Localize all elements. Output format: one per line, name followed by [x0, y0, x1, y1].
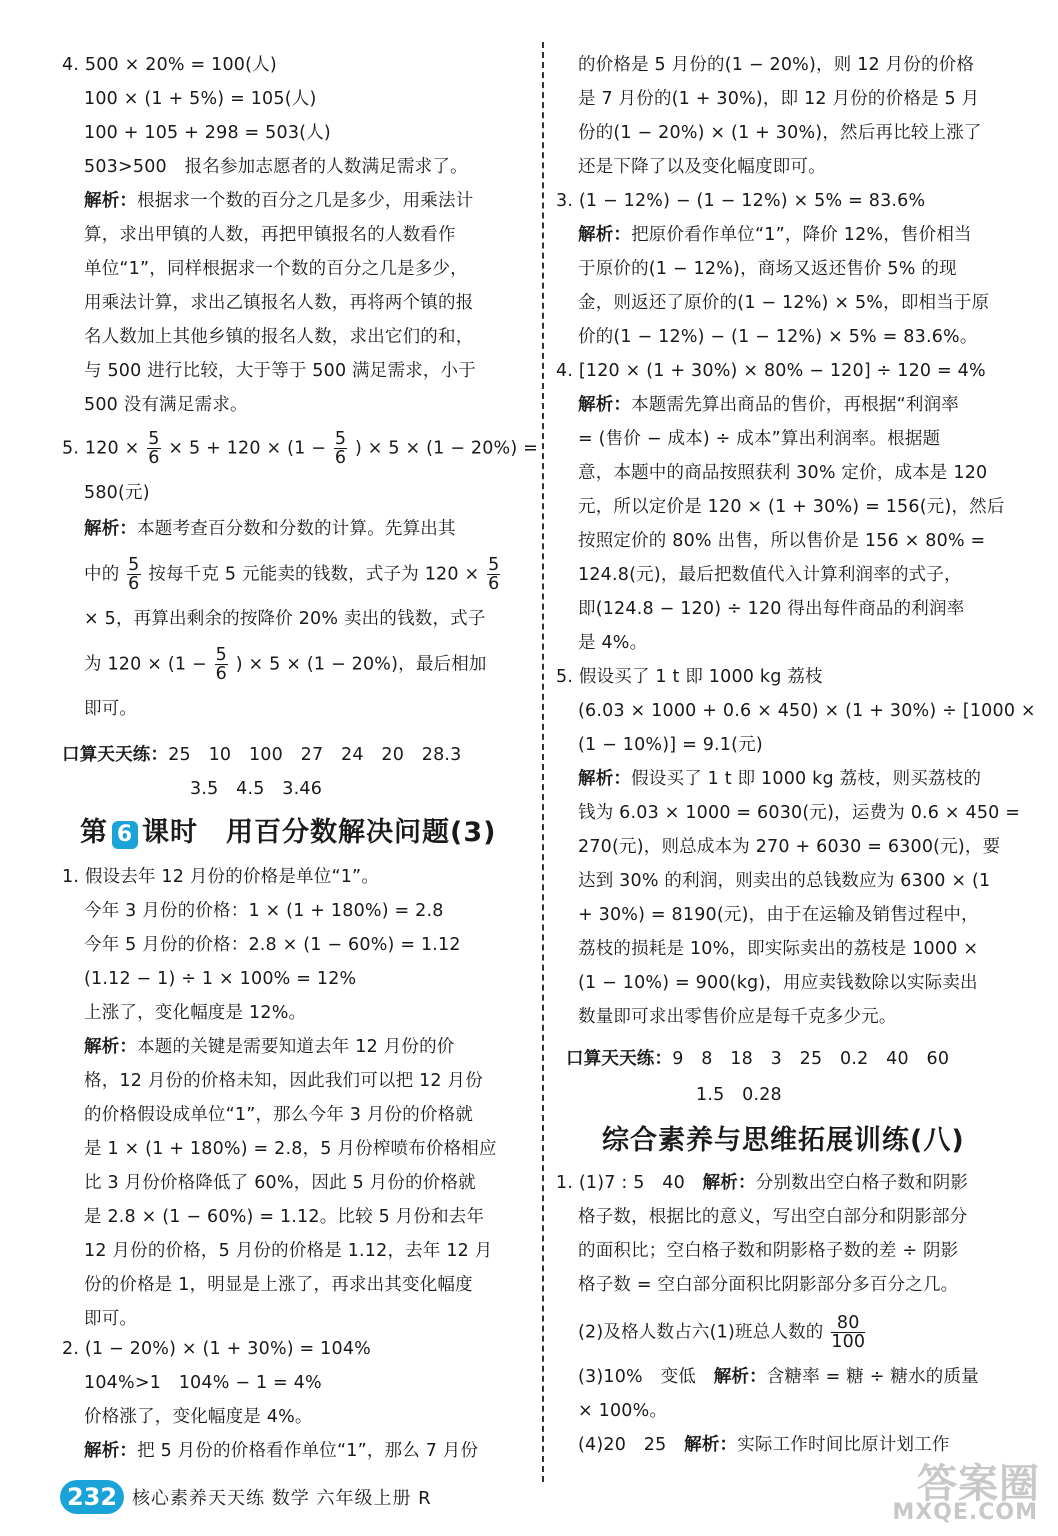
analysis-line: 的价格是 5 月份的(1 − 20%)，则 12 月份的价格 [578, 55, 975, 75]
watermark-url: MXQE.COM [892, 1500, 1038, 1525]
book-title: 核心素养天天练 数学 六年级上册 R [132, 1488, 432, 1509]
analysis-line: 价的(1 − 12%) − (1 − 12%) × 5% = 83.6%。 [578, 327, 978, 347]
kousuan-line: 口算天天练：9 8 18 3 25 0.2 40 60 [566, 1049, 950, 1069]
answer-line: 今年 5 月份的价格：2.8 × (1 − 60%) = 1.12 [84, 935, 461, 955]
analysis-line: 是 1 × (1 + 180%) = 2.8，5 月份榨喷布价格相应 [84, 1139, 497, 1159]
answer-line: (4)20 25 解析：实际工作时间比原计划工作 [578, 1435, 950, 1455]
analysis-label: 解析： [84, 191, 138, 211]
analysis-label: 解析： [684, 1435, 738, 1455]
watermark-logo [892, 1448, 1044, 1532]
watermark-text: 答案圈 [917, 1461, 1040, 1507]
fraction: $\frac{5}{6}$ [334, 429, 347, 468]
analysis-line: 270(元)，则总成本为 270 + 6030 = 6300(元)，要 [578, 837, 1001, 857]
kousuan-line: 口算天天练：25 10 100 27 24 20 28.3 [62, 745, 462, 765]
analysis-line: 格，12 月份的价格未知，因此我们可以把 12 月份 [84, 1071, 483, 1091]
analysis-line: 算，求出甲镇的人数，再把甲镇报名的人数看作 [84, 225, 456, 245]
analysis-line: 解析：把 5 月份的价格看作单位“1”，那么 7 月份 [84, 1441, 479, 1461]
answer-line: 503>500 报名参加志愿者的人数满足需求了。 [84, 157, 468, 177]
analysis-line: 为 120 × (1 − $\frac{5}{6}$ ) × 5 × (1 − 20%)，最后相加 [84, 645, 487, 684]
answer-line: 580(元) [84, 483, 150, 503]
analysis-line: 格子数，根据比的意义，写出空白部分和阴影部分 [578, 1207, 968, 1227]
kousuan-label: 口算天天练： [566, 1049, 673, 1069]
analysis-label: 解析： [713, 1367, 767, 1387]
analysis-label: 解析： [84, 1037, 138, 1057]
analysis-line: 解析：把原价看作单位“1”，降价 12%，售价相当 [578, 225, 972, 245]
column-divider [542, 42, 544, 1482]
analysis-line: 用乘法计算，求出乙镇报名人数，再将两个镇的报 [84, 293, 474, 313]
analysis-label: 解析： [578, 395, 632, 415]
answer-line: 5. 假设买了 1 t 即 1000 kg 荔枝 [556, 667, 823, 687]
analysis-line: 与 500 进行比较，大于等于 500 满足需求，小于 [84, 361, 476, 381]
fraction: $\frac{5}{6}$ [148, 429, 160, 468]
analysis-line: 元，所以定价是 120 × (1 + 30%) = 156(元)，然后 [578, 497, 1005, 517]
analysis-line: 是 7 月份的(1 + 30%)，即 12 月份的价格是 5 月 [578, 89, 980, 109]
analysis-line: 解析：假设买了 1 t 即 1000 kg 荔枝，则买荔枝的 [578, 769, 982, 789]
fraction: $\frac{5}{6}$ [488, 555, 500, 594]
answer-line: (1.12 − 1) ÷ 1 × 100% = 12% [84, 969, 357, 989]
answer-line: (3)10% 变低 解析：含糖率 = 糖 ÷ 糖水的质量 [578, 1367, 979, 1387]
analysis-line: 中的 $\frac{5}{6}$ 按每千克 5 元能卖的钱数，式子为 120 × $\frac{5}{6}$ [84, 555, 500, 594]
analysis-line: = (售价 − 成本) ÷ 成本”算出利润率。根据题 [578, 429, 941, 449]
analysis-line: 份的价格是 1，明显是上涨了，再求出其变化幅度 [84, 1275, 473, 1295]
analysis-line: 是 4%。 [578, 633, 648, 653]
analysis-label: 解析： [84, 1441, 138, 1461]
answer-line: 4. [120 × (1 + 30%) × 80% − 120] ÷ 120 = 4% [556, 361, 986, 381]
analysis-line: 是 2.8 × (1 − 60%) = 1.12。比较 5 月份和去年 [84, 1207, 485, 1227]
answer-line: 4. 500 × 20% = 100(人) [62, 55, 277, 75]
analysis-line: 意，本题中的商品按照获利 30% 定价，成本是 120 [578, 463, 988, 483]
answer-line: (2)及格人数占六(1)班总人数的 $\frac{80}{100}$ [578, 1313, 866, 1352]
lesson-number-badge: 6 [112, 821, 138, 849]
analysis-line: + 30%) = 8190(元)，由于在运输及销售过程中， [578, 905, 979, 925]
page-number: 232 [60, 1480, 124, 1514]
analysis-line: 解析：本题需先算出商品的售价，再根据“利润率 [578, 395, 959, 415]
analysis-line: 名人数加上其他乡镇的报名人数，求出它们的和， [84, 327, 474, 347]
analysis-label: 解析： [578, 769, 632, 789]
answer-line: 100 × (1 + 5%) = 105(人) [84, 89, 317, 109]
analysis-label: 解析： [578, 225, 632, 245]
analysis-line: 124.8(元)，最后把数值代入计算利润率的式子， [578, 565, 962, 585]
answer-line: 1. (1)7 : 5 40 解析：分别数出空白格子数和阴影 [556, 1173, 969, 1193]
analysis-line: 达到 30% 的利润，则卖出的总钱数应为 6300 × (1 [578, 871, 991, 891]
analysis-line: 荔枝的损耗是 10%，即实际卖出的荔枝是 1000 × [578, 939, 979, 959]
analysis-line: 于原价的(1 − 12%)，商场又返还售价 5% 的现 [578, 259, 957, 279]
lesson-title: 第 6 课时 用百分数解决问题(3) [80, 817, 497, 848]
analysis-line: 比 3 月份价格降低了 60%，因此 5 月份的价格就 [84, 1173, 476, 1193]
analysis-label: 解析： [84, 519, 138, 539]
kousuan-line: 1.5 0.28 [696, 1085, 782, 1105]
analysis-line: 解析：根据求一个数的百分之几是多少，用乘法计 [84, 191, 474, 211]
analysis-line: 即(124.8 − 120) ÷ 120 得出每件商品的利润率 [578, 599, 965, 619]
answer-line: 3. (1 − 12%) − (1 − 12%) × 5% = 83.6% [556, 191, 926, 211]
analysis-line: 单位“1”，同样根据求一个数的百分之几是多少， [84, 259, 468, 279]
analysis-label: 解析： [702, 1173, 756, 1193]
analysis-line: 解析：本题考查百分数和分数的计算。先算出其 [84, 519, 456, 539]
answer-line: 104%>1 104% − 1 = 4% [84, 1373, 322, 1393]
answer-line: (1 − 10%)] = 9.1(元) [578, 735, 763, 755]
analysis-line: 按照定价的 80% 出售，所以售价是 156 × 80% = [578, 531, 986, 551]
answer-line: 今年 3 月份的价格：1 × (1 + 180%) = 2.8 [84, 901, 444, 921]
answer-line: 上涨了，变化幅度是 12%。 [84, 1003, 307, 1023]
fraction: $\frac{5}{6}$ [215, 645, 227, 684]
fraction: $\frac{80}{100}$ [831, 1313, 866, 1352]
answer-line: 5. 120 × $\frac{5}{6}$ × 5 + 120 × (1 − $\frac{5}{6}$ ) × 5 × (1 − 20%) = [62, 429, 539, 468]
analysis-line: 还是下降了以及变化幅度即可。 [578, 157, 826, 177]
fraction: $\frac{5}{6}$ [128, 555, 140, 594]
answer-line: 1. 假设去年 12 月份的价格是单位“1”。 [62, 867, 380, 887]
answer-line: 价格涨了，变化幅度是 4%。 [84, 1407, 313, 1427]
answer-line: (6.03 × 1000 + 0.6 × 450) × (1 + 30%) ÷ [1000 × [578, 701, 1036, 721]
kousuan-label: 口算天天练： [62, 745, 169, 765]
analysis-line: 的价格假设成单位“1”，那么今年 3 月份的价格就 [84, 1105, 474, 1125]
answer-line: 2. (1 − 20%) × (1 + 30%) = 104% [62, 1339, 372, 1359]
analysis-line: (1 − 10%) = 900(kg)，用应卖钱数除以实际卖出 [578, 973, 978, 993]
analysis-line: 数量即可求出零售价应是每千克多少元。 [578, 1007, 897, 1027]
section-title: 综合素养与思维拓展训练(八) [602, 1125, 965, 1156]
analysis-line: × 5，再算出剩余的按降价 20% 卖出的钱数，式子 [84, 609, 486, 629]
analysis-line: 500 没有满足需求。 [84, 395, 248, 415]
analysis-line: 金，则返还了原价的(1 − 12%) × 5%，即相当于原 [578, 293, 990, 313]
analysis-line: 钱为 6.03 × 1000 = 6030(元)，运费为 0.6 × 450 = [578, 803, 1021, 823]
answer-line: 100 + 105 + 298 = 503(人) [84, 123, 331, 143]
analysis-line: 12 月份的价格，5 月份的价格是 1.12，去年 12 月 [84, 1241, 493, 1261]
analysis-line: 解析：本题的关键是需要知道去年 12 月份的价 [84, 1037, 455, 1057]
analysis-line: 格子数 = 空白部分面积比阴影部分多百分之几。 [578, 1275, 959, 1295]
analysis-line: 份的(1 − 20%) × (1 + 30%)，然后再比较上涨了 [578, 123, 982, 143]
analysis-line: 即可。 [84, 699, 138, 719]
kousuan-line: 3.5 4.5 3.46 [190, 779, 323, 799]
analysis-line: 的面积比；空白格子数和阴影格子数的差 ÷ 阴影 [578, 1241, 959, 1261]
analysis-line: × 100%。 [578, 1401, 668, 1421]
analysis-line: 即可。 [84, 1309, 138, 1329]
